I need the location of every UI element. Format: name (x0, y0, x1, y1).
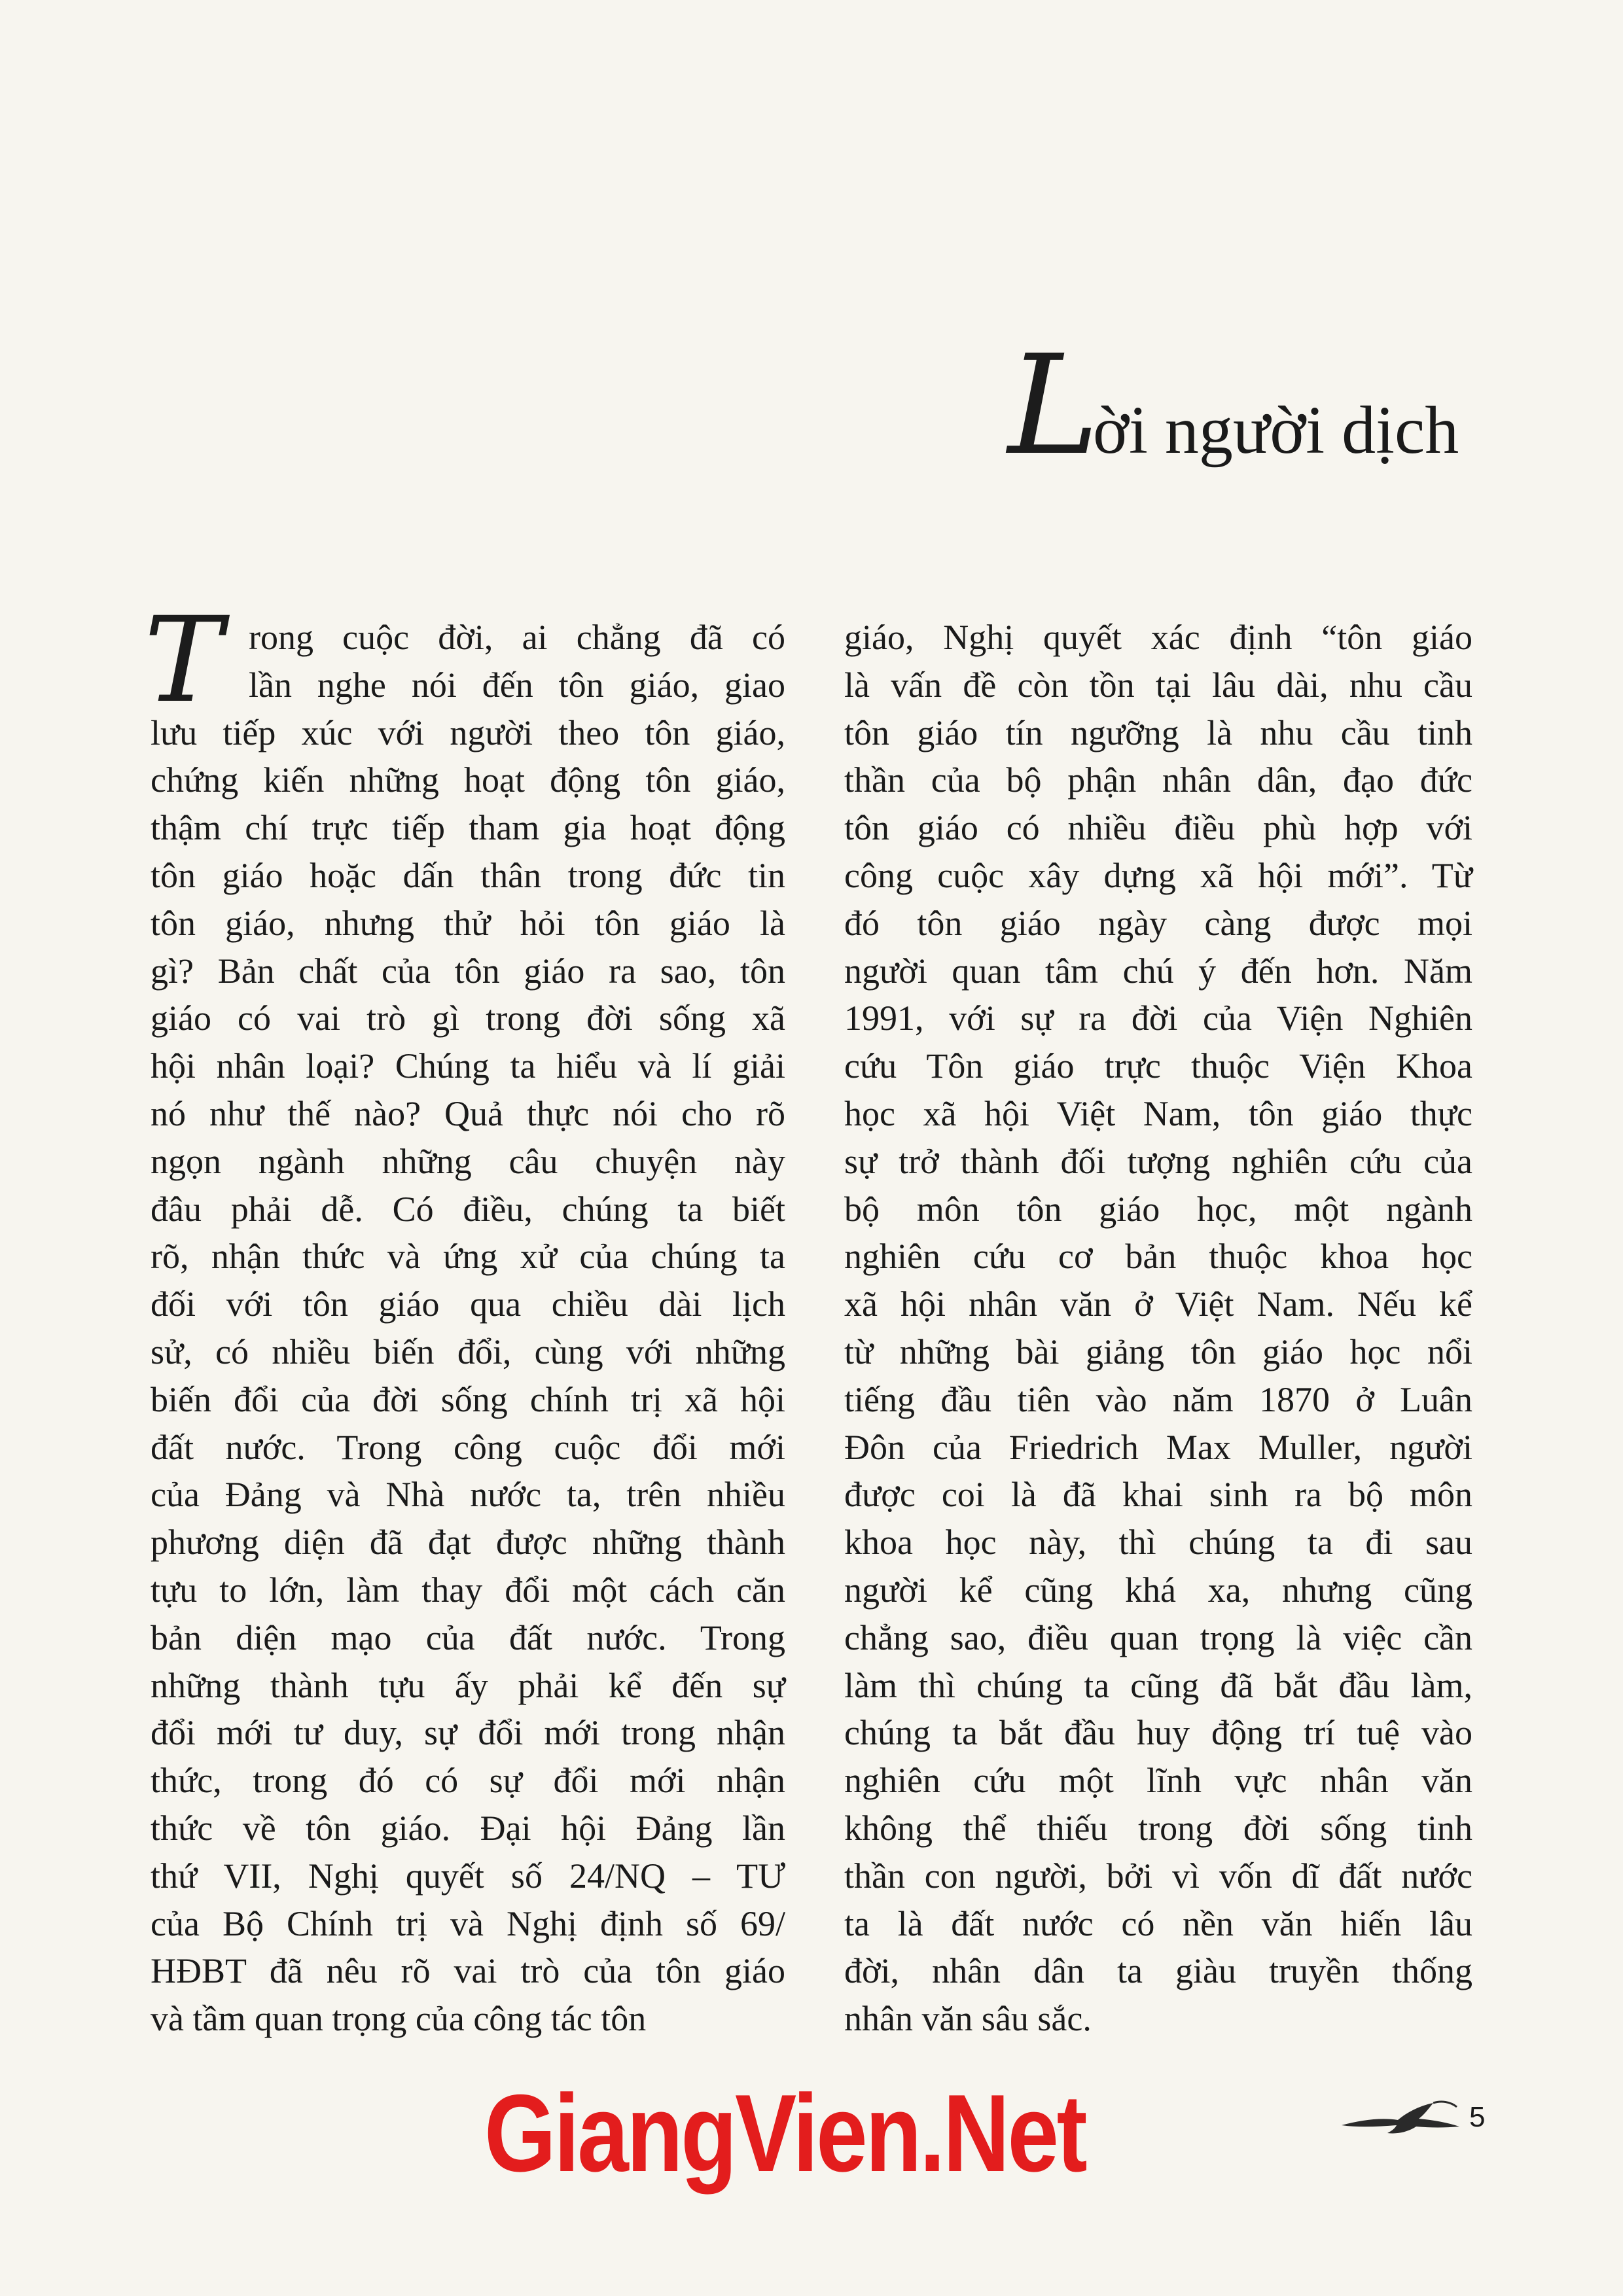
text-line: chẳng sao, điều quan trọng là việc cần (844, 1617, 1472, 1657)
text-line: và tầm quan trọng của công tác tôn (151, 1999, 647, 2039)
text-line: biến đổi của đời sống chính trị xã hội (151, 1379, 785, 1419)
text-line: của Bộ Chính trị và Nghị định số 69/ (151, 1903, 785, 1943)
text-line: thậm chí trực tiếp tham gia hoạt động (151, 808, 785, 848)
title-script-initial: L (1008, 325, 1099, 486)
title-text: ời người dịch (1093, 393, 1459, 468)
text-line: nghiên cứu cơ bản thuộc khoa học (844, 1237, 1472, 1277)
text-line: phương diện đã đạt được những thành (151, 1523, 785, 1563)
text-line: những thành tựu ấy phải kể đến sự (151, 1665, 785, 1705)
text-line: đối với tôn giáo qua chiều dài lịch (151, 1284, 785, 1324)
page-footer (1335, 2094, 1518, 2146)
text-line: người kể cũng khá xa, nhưng cũng (844, 1570, 1472, 1610)
right-column-text (844, 614, 1472, 2043)
text-line: tôn giáo có nhiều điều phù hợp với (844, 808, 1472, 848)
text-line: người quan tâm chú ý đến hơn. Năm (844, 951, 1472, 991)
page-title (1008, 325, 1492, 486)
text-line: gì? Bản chất của tôn giáo ra sao, tôn (151, 951, 785, 991)
text-line: nghiên cứu một lĩnh vực nhân văn (844, 1761, 1472, 1801)
text-line: khoa học này, thì chúng ta đi sau (844, 1523, 1472, 1563)
text-line: chứng kiến những hoạt động tôn giáo, (151, 760, 785, 800)
text-line: thần con người, bởi vì vốn dĩ đất nước (844, 1856, 1472, 1896)
text-line: sự trở thành đối tượng nghiên cứu của (844, 1141, 1472, 1181)
text-line: nó như thế nào? Quả thực nói cho rõ (151, 1093, 785, 1133)
text-line: tôn giáo, nhưng thử hỏi tôn giáo là (151, 903, 785, 943)
left-column (144, 592, 785, 2043)
text-line: bản diện mạo của đất nước. Trong (151, 1617, 785, 1657)
text-line: ngọn ngành những câu chuyện này (151, 1141, 785, 1181)
text-line: nhân văn sâu sắc. (844, 1999, 1092, 2039)
text-line: đó tôn giáo ngày càng được mọi (844, 903, 1472, 943)
text-line: rong cuộc đời, ai chẳng đã có (249, 618, 785, 657)
text-line: bộ môn tôn giáo học, một ngành (844, 1189, 1472, 1229)
bird-ornament-icon (1335, 2094, 1466, 2140)
right-column (844, 614, 1472, 2043)
text-line: xã hội nhân văn ở Việt Nam. Nếu kể (844, 1284, 1472, 1324)
text-line: học xã hội Việt Nam, tôn giáo thực (844, 1093, 1472, 1133)
text-line: thần của bộ phận nhân dân, đạo đức (844, 760, 1472, 800)
text-line: là vấn đề còn tồn tại lâu dài, nhu cầu (844, 665, 1472, 705)
text-line: đâu phải dễ. Có điều, chúng ta biết (151, 1189, 785, 1229)
text-line: đời, nhân dân ta giàu truyền thống (844, 1951, 1472, 1991)
text-line: đất nước. Trong công cuộc đổi mới (151, 1427, 785, 1467)
text-line: chúng ta bắt đầu huy động trí tuệ vào (844, 1713, 1472, 1753)
text-line: của Đảng và Nhà nước ta, trên nhiều (151, 1475, 785, 1515)
text-line: HĐBT đã nêu rõ vai trò của tôn giáo (151, 1951, 785, 1991)
text-line: rõ, nhận thức và ứng xử của chúng ta (151, 1237, 785, 1277)
text-line: Đôn của Friedrich Max Muller, người (844, 1427, 1472, 1467)
page-number: 5 (1469, 2101, 1486, 2133)
text-line: 1991, với sự ra đời của Viện Nghiên (844, 998, 1472, 1038)
text-line: giáo có vai trò gì trong đời sống xã (151, 998, 785, 1038)
text-line: tôn giáo hoặc dấn thân trong đức tin (151, 855, 785, 895)
text-line: làm thì chúng ta cũng đã bắt đầu làm, (844, 1665, 1472, 1705)
text-line: tôn giáo tín ngưỡng là nhu cầu tinh (844, 713, 1472, 752)
text-line: thức về tôn giáo. Đại hội Đảng lần (151, 1808, 785, 1848)
left-column-text (151, 614, 785, 2043)
text-line: không thể thiếu trong đời sống tinh (844, 1808, 1472, 1848)
text-line: tiếng đầu tiên vào năm 1870 ở Luân (844, 1379, 1472, 1419)
text-line: thức, trong đó có sự đổi mới nhận (151, 1761, 785, 1801)
text-line: ta là đất nước có nền văn hiến lâu (844, 1903, 1472, 1943)
text-line: cứu Tôn giáo trực thuộc Viện Khoa (844, 1046, 1472, 1086)
text-line: giáo, Nghị quyết xác định “tôn giáo (844, 618, 1472, 657)
text-line: hội nhân loại? Chúng ta hiểu và lí giải (151, 1046, 785, 1086)
text-line: sử, có nhiều biến đổi, cùng với những (151, 1332, 785, 1371)
text-line: tựu to lớn, làm thay đổi một cách căn (151, 1570, 785, 1610)
text-line: đổi mới tư duy, sự đổi mới trong nhận (151, 1713, 785, 1753)
text-line: từ những bài giảng tôn giáo học nổi (844, 1332, 1472, 1371)
watermark: GiangVien.Net (484, 2072, 1086, 2195)
text-line: công cuộc xây dựng xã hội mới”. Từ (844, 855, 1472, 895)
text-line: lưu tiếp xúc với người theo tôn giáo, (151, 713, 785, 752)
text-line: lần nghe nói đến tôn giáo, giao (249, 665, 785, 705)
text-line: thứ VII, Nghị quyết số 24/NQ – TƯ (151, 1856, 785, 1896)
text-line: được coi là đã khai sinh ra bộ môn (844, 1475, 1472, 1515)
drop-cap: T (144, 592, 223, 729)
